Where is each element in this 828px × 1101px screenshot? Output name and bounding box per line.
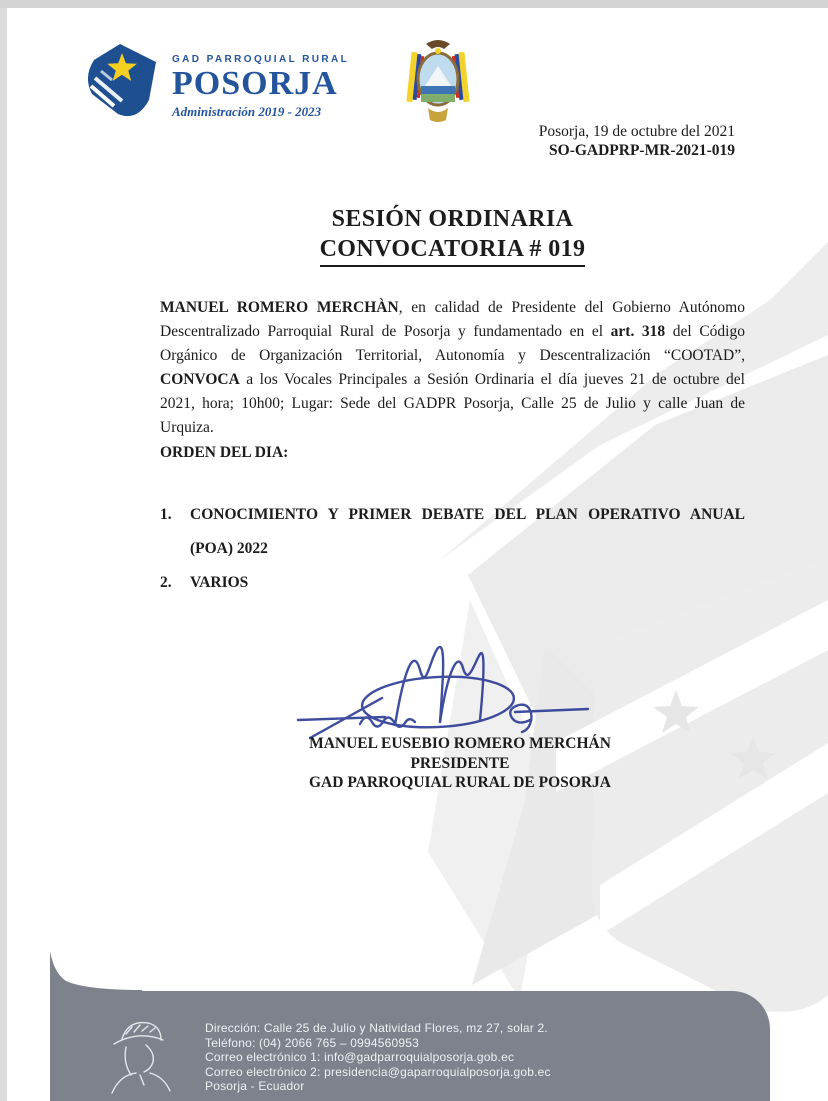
footer-bar: [50, 991, 770, 1101]
document-title-line2: CONVOCATORIA # 019: [320, 234, 586, 267]
reference-number: SO-GADPRP-MR-2021-019: [549, 142, 735, 159]
logo-org-type: GAD PARROQUIAL RURAL: [172, 54, 350, 65]
date-line: Posorja, 19 de octubre del 2021: [538, 123, 735, 140]
footer-line-location: Posorja - Ecuador: [205, 1079, 305, 1094]
agenda-list: [160, 498, 745, 600]
footer-contact-info: [205, 1021, 551, 1094]
item-number: 1.: [160, 506, 172, 523]
document-title-line1: SESIÓN ORDINARIA: [331, 206, 574, 232]
signatory-role: PRESIDENTE: [410, 754, 510, 772]
agenda-item: [160, 498, 745, 566]
signatory-block: [160, 734, 760, 793]
logo-administration: Administración 2019 - 2023: [172, 104, 322, 119]
footer-swoosh-shape: [50, 951, 142, 992]
item-number: 2.: [160, 574, 172, 591]
agenda-heading: ORDEN DEL DIA:: [160, 444, 289, 461]
footer-line-email-2: Correo electrónico 2: presidencia@gaparroquialposorja.gob.ec: [205, 1064, 551, 1079]
fisherman-sketch-icon: [108, 1017, 174, 1101]
item-text: VARIOS: [190, 574, 249, 591]
ecuador-coat-of-arms-icon: [398, 36, 478, 131]
logo-name: POSORJA: [172, 65, 338, 102]
posorja-logo: [84, 42, 349, 128]
signatory-name: MANUEL EUSEBIO ROMERO MERCHÁN: [309, 735, 611, 752]
scan-left-edge: [0, 8, 7, 1101]
scan-top-edge: [0, 0, 828, 8]
logo-shield-icon: [84, 42, 162, 128]
footer-line-address: Dirección: Calle 25 de Julio y Natividad Flores, mz 27, solar 2.: [205, 1021, 548, 1035]
signatory-org: GAD PARROQUIAL RURAL DE POSORJA: [309, 774, 611, 791]
item-text: CONOCIMIENTO Y PRIMER DEBATE DEL PLAN OPERATIVO ANUAL (POA) 2022: [190, 506, 745, 557]
signature-scribble-icon: [290, 640, 590, 745]
agenda-item: [160, 566, 745, 600]
footer-line-phone: Teléfono: (04) 2066 765 – 0994560953: [205, 1035, 420, 1050]
footer-line-email-1: Correo electrónico 1: info@gadparroquialposorja.gob.ec: [205, 1050, 515, 1065]
body-paragraph: MANUEL ROMERO MERCHÀN, en calidad de Presidente del Gobierno Autónomo Descentralizado Parroquial Rural de Posorja y fundamentado en el art. 318 del Código Orgánico de Organización Territorial, Autonomía y Descentralización “COOTAD”, CONVOCA a los Vocales Principales a Sesión Ordinaria el día jueves 21 de octubre del 2021, hora; 10h00; Lugar: Sede del GADPR Posorja, Calle 25 de Julio y calle Juan de Urquiza.: [160, 299, 745, 436]
document-title: [160, 204, 745, 267]
